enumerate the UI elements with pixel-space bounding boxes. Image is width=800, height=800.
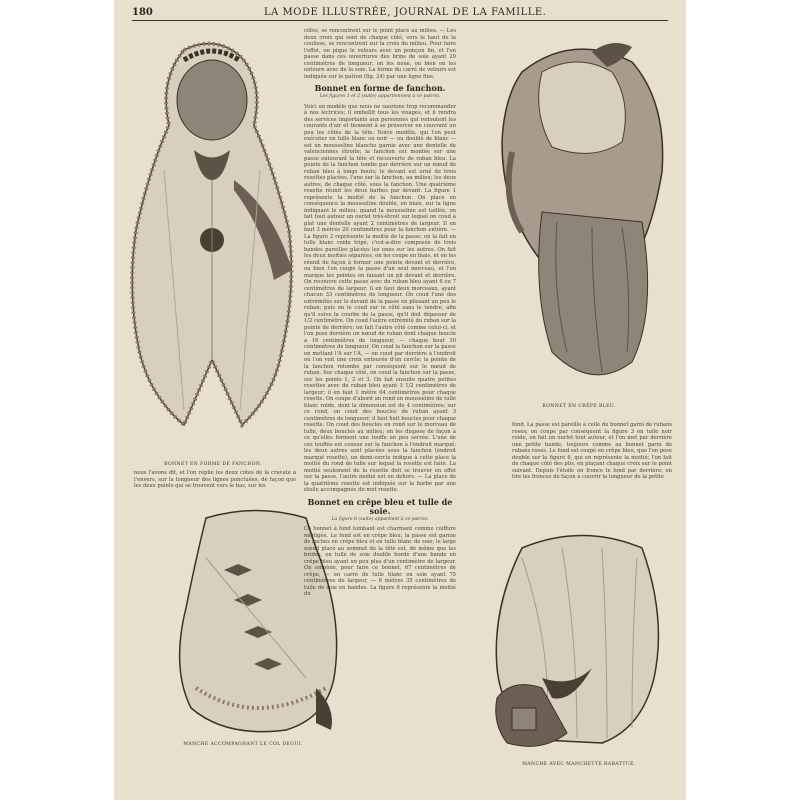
article-right-continuation: fond. La passe est pareille à celle du bonnet garni de rubans roses; on coupe par conséquent la figure 3 en tulle noir roide, on fait un ourlet tout autour, et l'on met par derrière une petite bande, toujours comme au bonnet garni de rubans roses. Le fond est coupé en crêpe bleu, que l'on pose double sur la figure 6, qui en représente la moitié; l'on fait de chaque côté des plis, en plaçant chaque croix sur le point suivant. Depuis l'étoile on fronce le fond par derrière; on tire les fronces de façon à couvrir la longueur de la petite xyxy=(512,422,672,480)
section1-text: Voici un modèle que nous ne saurions trop recommander à nos lectrices; il embellit tous les visages, et il rendra des services importants aux personnes qui redoutent les courants d'air et tiennent à se préserver en couvrant un peu les côtés de la tête. Notre modèle, qui l'on peut exécuter en tulle blanc ou noir — ou doublé de blanc — est en mousseline blanche garnie avec une dentelle de valenciennes étroite; la fanchon est montée sur une passe entourant la tête et recouverte de ruban bleu. La pointe de la fanchon tombe par derrière sur un nœud de ruban bleu à longs bouts; le devant est orné de trois rosettes placées, l'une sur la fanchon, au milieu; les deux autres, de chaque côté, sous la fanchon. Une quatrième rosette réunit les deux barbes par devant. La figure 1 représente la moitié de la fanchon. On place en conséquence la mousseline double, en biais, sur la ligne indiquant le milieu; quand la mousseline est taillée, on fait tout autour un ourlet très-étroit sur lequel on coud à plat une dentelle ayant 2 centimètres de largeur. Il en faut 3 mètres 20 centimètres pour la fanchon entière. — La figure 2 représente la moitié de la passe; on la fait en tulle blanc roide tripé, c'est-à-dire composée de trois bandes pareilles placées les unes sur les autres. On fait les deux moitiés séparées, on les coupe en biais, et on les réunit de façon à former une pointe devant et derrière, ou bien l'on coupe la passe d'un seul morceau, et l'on marque les pointes en faisant un pli devant et derrière. On recouvre cette passe avec du ruban bleu ayant 6 ou 7 centimètres de largeur; il en faut deux morceaux, ayant chacun 33 centimètres de longueur. On coud l'une des extrémités sur le devant de la passe en plissant un peu le ruban; puis on le coud sur le côté sans le tendre, afin qu'il suive la courbe de la passe, qu'il doit dépasser de 1/2 centimètre. On coud l'autre extrémité du ruban sur la pointe de derrière; on fait l'autre côté comme celui-ci, et l'on pose derrière un nœud de ruban dont chaque boucle a 16 centimètres de longueur, — chaque bout 30 centimètres de longueur. On coud la fanchon sur la passe en mettant l'A sur l'A, — on coud par derrière à l'endroit où l'on voit une croix entourée d'un cercle; la pointe de la fanchon retombe par conséquent sur le nœud de ruban. Sur chaque côté, on coud la fanchon sur la passe, sur les points 1, 2 et 3. On fait ensuite quatre petites rosettes avec du ruban bleu ayant 3 1/2 centimètres de largeur; il en faut 1 mètre 64 centimètres pour chaque rosette. On coupe d'abord un rond en mousseline de tulle blanc roide, dont la dimension est de 4 centimètres; sur ce rond, on coud des boucles de ruban ayant 3 centimètres de longueur; il faut huit boucles pour chaque rosette. On coud des boucles en rond sur le morceau de tulle, deux boucles au milieu; on les dispose de façon à ce qu'elles forment une touffe un peu serrée. L'une de ces touffes est cousue sur la fanchon à l'endroit marqué; les deux autres sont placées sous la fanchon (endroit marqué rosette), un demi-cercle indique à cette place la moitié du rond de tulle sur lequel la rosette est faite. La moitié seulement de la rosette doit se trouver en effet sur la passe, l'autre moitié est en dehors. — La place de la quatrième rosette est indiquée sur la barbe par une étoile accompagnée du mot rosette. xyxy=(304,103,456,493)
section2-subtitle: La figure 6 (suite) appartient à ce patron. xyxy=(331,516,429,522)
caption-fig2: BONNET EN CRÊPE BLEU. xyxy=(542,404,616,409)
article-center-column xyxy=(304,28,456,796)
fig-fanchon-bonnet-engraving xyxy=(124,30,300,450)
fig-sleeve-cuff-engraving xyxy=(482,528,672,754)
section2-text: Ce bonnet à fond tombant est charmant comme coiffure négligée. Le fond est en crêpe bleu; la passe est garnie de ruches en crêpe bleu et en tulle blanc de soie; le large nœud placé au sommet de la tête est, de même que les brides, en tulle de soie double bordé d'une bande en crêpe bleu ayant un peu plus d'un centimètre de largeur. On emploie, pour faire ce bonnet, 67 centimètres de crêpe, — un carré de tulle blanc en soie ayant 75 centimètres de largeur, — 6 mètres 35 centimètres de tulle de soie en bandes. La figure 6 représente la moitié du xyxy=(304,526,456,597)
section1-subtitle: Les figures 1 et 2 (suite) appartiennent à ce patron. xyxy=(319,94,441,99)
fig-crepe-bonnet-engraving xyxy=(482,32,670,400)
article-intro-text: côtés, se rencontrent sur le point placé au milieu. — Les deux croix qui sont de chaque côté, vers le haut de la coulisse, se rencontrent sur la croix du milieu. Pour faire l'effet, on pique le velours avec un poinçon fin, et l'on passe dans ces ouvertures des brins de soie ayant 20 centimètres de longueur; on les noue, ou bien on les entoure avec de la soie. La forme du carré de velours est indiquée sur le patron (fig. 24) par une ligne fine. xyxy=(304,28,456,80)
section2-title: Bonnet en crêpe bleu et tulle de soie. xyxy=(307,496,453,516)
caption-fig3: MANCHE ACCOMPAGNANT LE COL DEGUI. xyxy=(183,742,303,747)
caption-fig4: MANCHE AVEC MANCHETTE RABATTUE. xyxy=(522,762,636,767)
header-rule xyxy=(132,20,668,21)
article-left-continuation: nous l'avons dit, et l'on replie les deux côtés de la cravate à l'envers, sur la longueur des lignes ponctuées, de façon que les deux points qui se trouvent vers le bas, sur les xyxy=(134,470,296,489)
page-number: 180 xyxy=(132,7,153,18)
caption-fig1: BONNET EN FORME DE FANCHON. xyxy=(164,462,262,467)
magazine-page xyxy=(114,0,686,800)
running-head: LA MODE ILLUSTRÉE, JOURNAL DE LA FAMILLE. xyxy=(264,7,547,18)
section1-title: Bonnet en forme de fanchon. xyxy=(314,83,446,93)
